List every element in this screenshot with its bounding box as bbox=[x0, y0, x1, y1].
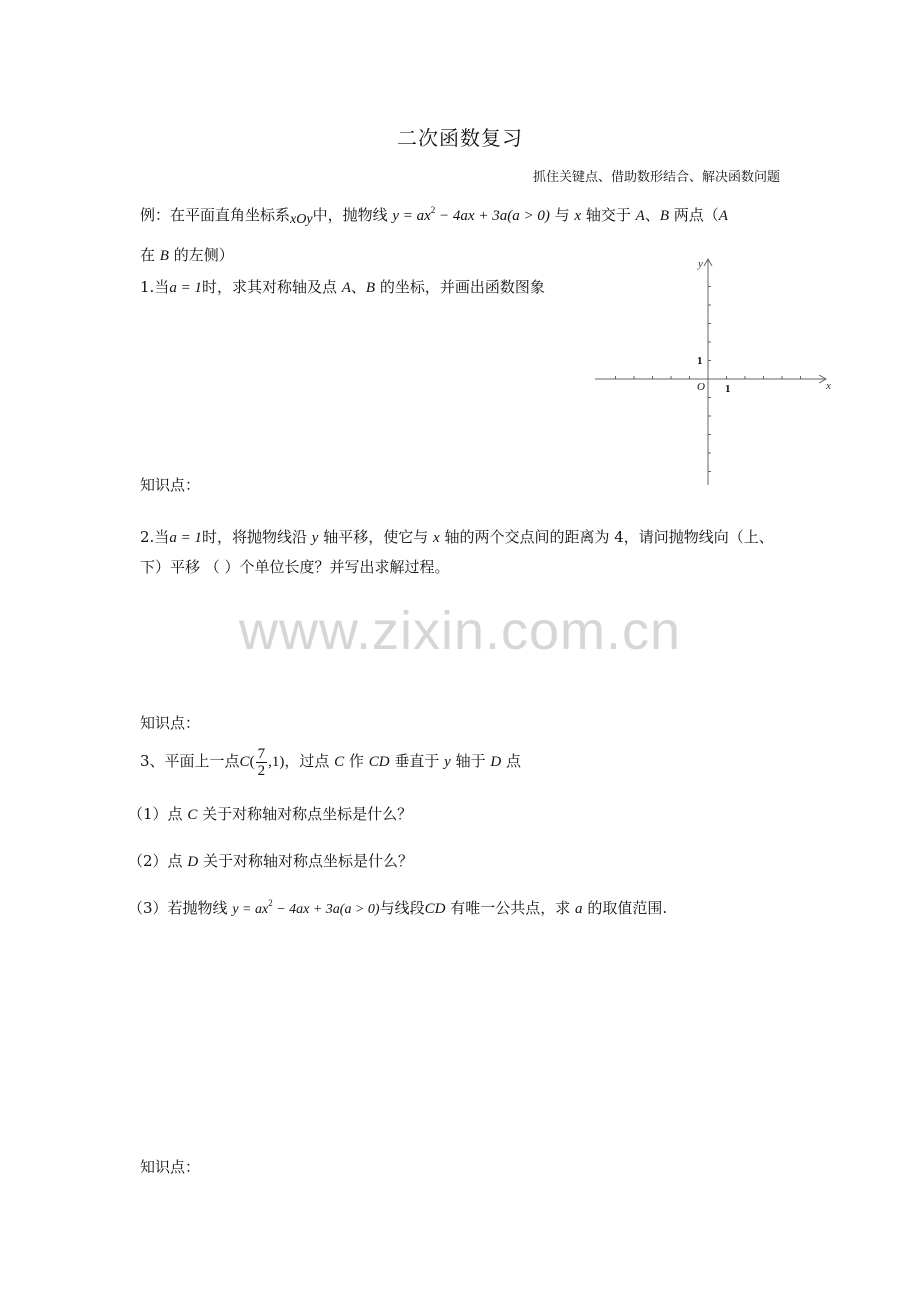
question-1 bbox=[140, 277, 545, 298]
q1-mid: 时，求其对称轴及点 bbox=[201, 278, 337, 296]
q3-fraction bbox=[256, 746, 268, 779]
example-line2-prefix: 在 bbox=[140, 246, 156, 264]
q3-sub3-formula-lhs: y = ax bbox=[232, 902, 269, 917]
q1-pt-a: A bbox=[341, 280, 351, 296]
q1-prefix: 1.当 bbox=[140, 278, 170, 296]
q1-cond: a = 1 bbox=[169, 280, 202, 296]
example-pt-a2: A bbox=[718, 208, 728, 224]
q3-mid3: 垂直于 bbox=[394, 752, 440, 770]
q1-sep: 、 bbox=[350, 278, 366, 296]
y-axis-label: y bbox=[698, 258, 703, 270]
q2-mid: 时，将抛物线沿 bbox=[201, 528, 307, 546]
y-tick-label: 1 bbox=[697, 355, 703, 367]
q3-sub-2 bbox=[128, 851, 413, 872]
q3-sub-3 bbox=[128, 898, 667, 920]
q3-mid2: 作 bbox=[348, 752, 364, 770]
q1-pt-b: B bbox=[365, 280, 376, 296]
q3-frac-den: 2 bbox=[257, 762, 266, 779]
q1-suffix: 的坐标，并画出函数图象 bbox=[379, 278, 545, 296]
q3-sub3-prefix: （3）若抛物线 bbox=[128, 899, 228, 917]
question-2-line-1 bbox=[140, 527, 774, 548]
q2-suffix: 轴的两个交点间的距离为 4，请问抛物线向（上、 bbox=[444, 528, 774, 546]
q3-point-rest: ,1) bbox=[268, 754, 285, 770]
example-sep: 、 bbox=[644, 206, 660, 224]
q3-sub-1 bbox=[128, 804, 412, 825]
example-line-1 bbox=[140, 205, 728, 230]
q3-frac-num: 7 bbox=[257, 745, 266, 762]
knowledge-label-3: 知识点： bbox=[140, 1158, 201, 1176]
q3-sub2-suffix: 关于对称轴对称点坐标是什么？ bbox=[202, 852, 413, 870]
example-pt-b: B bbox=[659, 208, 669, 224]
example-prefix: 例：在平面直角坐标系 bbox=[140, 206, 291, 224]
example-line-2 bbox=[140, 245, 234, 266]
q3-sub1-prefix: （1）点 bbox=[128, 805, 183, 823]
x-axis-label: x bbox=[826, 380, 831, 392]
q3-sub3-a: a bbox=[575, 901, 583, 917]
q3-d: D bbox=[490, 754, 502, 770]
example-suffix2: 轴交于 bbox=[585, 206, 631, 224]
q3-sub3-cd: CD bbox=[424, 901, 446, 917]
q2-y-var: y bbox=[311, 530, 319, 546]
q3-y-var: y bbox=[444, 754, 451, 770]
question-2-line-2: 下）平移 （ ）个单位长度？并写出求解过程。 bbox=[140, 558, 450, 576]
example-x-var: x bbox=[574, 208, 582, 224]
q2-cond: a = 1 bbox=[169, 530, 202, 546]
q3-sub2-prefix: （2）点 bbox=[128, 852, 183, 870]
q2-x-var: x bbox=[432, 530, 440, 546]
q3-sub3-formula-exp: 2 bbox=[268, 898, 273, 908]
q3-suffix: 点 bbox=[506, 752, 522, 770]
q3-sub1-suffix: 关于对称轴对称点坐标是什么？ bbox=[202, 805, 413, 823]
example-formula-rest: − 4ax + 3a(a > 0) bbox=[435, 208, 550, 224]
example-pt-b2: B bbox=[159, 248, 169, 264]
q3-c2: C bbox=[334, 754, 345, 770]
coordinate-axes bbox=[590, 255, 835, 490]
q3-mid4: 轴于 bbox=[455, 752, 486, 770]
page-subtitle: 抓住关键点、借助数形结合、解决函数问题 bbox=[532, 170, 780, 185]
q3-sub3-mid2: 有唯一公共点，求 bbox=[450, 899, 571, 917]
knowledge-label-1: 知识点： bbox=[140, 476, 201, 494]
q3-prefix: 3、平面上一点 bbox=[140, 752, 240, 770]
q3-point-c: C bbox=[239, 754, 250, 770]
example-line2-suffix: 的左侧） bbox=[173, 246, 234, 264]
example-suffix1: 与 bbox=[554, 206, 570, 224]
q2-prefix: 2.当 bbox=[140, 528, 170, 546]
watermark: www.zixin.com.cn bbox=[238, 601, 682, 661]
q3-sub3-formula-rest: − 4ax + 3a(a > 0) bbox=[272, 902, 380, 917]
x-tick-label: 1 bbox=[725, 383, 731, 395]
q3-sub3-suffix: 的取值范围. bbox=[587, 899, 668, 917]
q3-sub1-point: C bbox=[187, 807, 198, 823]
example-mid: 中，抛物线 bbox=[312, 206, 388, 224]
example-formula-exp: 2 bbox=[430, 205, 436, 215]
page-title: 二次函数复习 bbox=[397, 126, 523, 150]
q3-cd: CD bbox=[368, 754, 390, 770]
example-coord: xOy bbox=[290, 212, 313, 227]
example-suffix3: 两点（ bbox=[673, 206, 719, 224]
q3-mid: ，过点 bbox=[284, 752, 330, 770]
q3-sub2-point: D bbox=[187, 854, 199, 870]
q3-sub3-mid: 与线段 bbox=[379, 899, 425, 917]
example-formula-lhs: y = ax bbox=[392, 208, 431, 224]
question-3: 3、平面上一点C( $\frac{7}{2}$ ,1)，过点 C 作 CD 垂直于 y 轴于 D 点 bbox=[140, 745, 522, 779]
origin-label: O bbox=[697, 381, 705, 393]
example-pt-a: A bbox=[635, 208, 645, 224]
knowledge-label-2: 知识点： bbox=[140, 714, 201, 732]
q2-mid2: 轴平移，使它与 bbox=[323, 528, 429, 546]
